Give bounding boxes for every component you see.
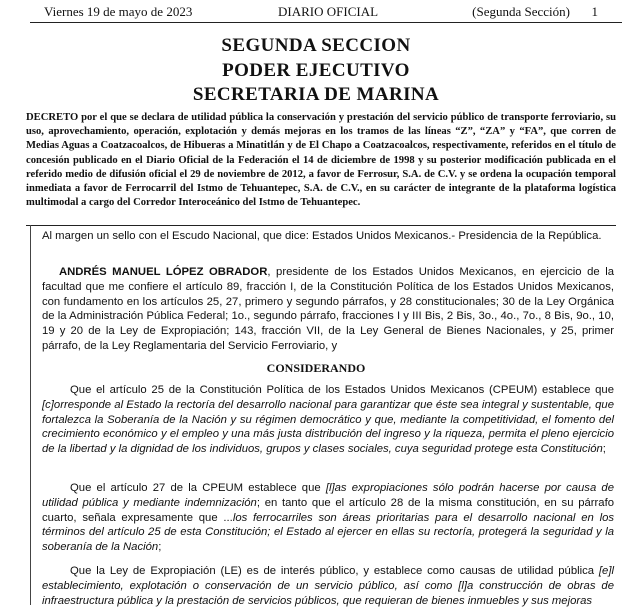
seal-paragraph: Al margen un sello con el Escudo Nacional, que dice: Estados Unidos Mexicanos.- Presidencia de la República. — [42, 230, 602, 242]
header-rule — [30, 22, 622, 23]
section-heading: SEGUNDA SECCION — [221, 35, 411, 56]
c3-lead: Que la Ley de Expropiación (LE) es de interés público, y establece como causas de utilidad pública — [70, 565, 599, 577]
c2-quote-2: los ferrocarriles son áreas prioritarias para el desarrollo nacional en los términos del artículo 25 de esta Constitución; el Estado al ejercer en ellas su rectoría, protegerá la seguridad y la soberanía de la Nación — [42, 511, 615, 554]
margin-rule — [30, 225, 31, 605]
header-date: Viernes 19 de mayo de 2023 — [44, 4, 193, 19]
president-text: , presidente de los Estados Unidos Mexicanos, en ejercicio de la facultad que me confiere el artículo 89, fracción I, de la Constitución Política de los Estados Unidos Mexicanos, con fundamento en los artículos 25, 27, primero y segundo párrafos, y 28 constitucionales; 30 de la Ley Orgánica de la Administración Pública Federal; 1o., segundo párrafo, fracciones I y III Bis, 2 Bis, 3o., 4o., 7o., 8 Bis, 9o., 10, 19 y 20 de la Ley de Expropiación; 143, fracción VII, de la Ley General de Bienes Nacionales, y 25, primer párrafo, de la Ley Reglamentaria del Servicio Ferroviario, y — [42, 266, 614, 352]
decree-rule — [26, 225, 616, 226]
considerando-paragraph-3 — [42, 564, 614, 608]
president-paragraph — [42, 265, 614, 354]
decree-title: DECRETO por el que se declara de utilidad pública la conservación y prestación del servicio público de transporte ferroviario, su uso, aprovechamiento, operación, explotación y demás mejoras en los tramos de las líneas “Z”, “ZA” y “FA”, que corren de Medias Aguas a Coatzacoalcos, de Hibueras a Minatitlán y de El Chapo a Coatzacoalcos, respectivamente, referidos en el título de concesión publicado en el Diario Oficial de la Federación el 14 de diciembre de 1998 y su posterior modificación publicada en el referido medio de difusión oficial el 29 de noviembre de 2012, a favor de Ferrosur, S.A. de C.V. y se ordena la ocupación temporal inmediata a favor de Ferrocarril del Istmo de Tehuantepec, S.A. de C.V., en su carácter de integrante de la plataforma logística multimodal a cargo del Corredor Interoceánico del Istmo de Tehuantepec. — [26, 112, 616, 209]
c2-lead: Que el artículo 27 de la CPEUM establece que — [70, 482, 326, 494]
header-publication: DIARIO OFICIAL — [278, 4, 379, 19]
considerando-paragraph-2 — [42, 481, 614, 555]
running-header — [44, 4, 598, 22]
considerando-paragraph-1 — [42, 383, 614, 457]
c1-lead: Que el artículo 25 de la Constitución Política de los Estados Unidos Mexicanos (CPEUM) establece que — [70, 384, 614, 396]
c2-quote-1: [l]as expropiaciones sólo podrán hacerse por causa de utilidad pública y mediante indemnización — [42, 482, 614, 509]
considerando-heading: CONSIDERANDO — [266, 361, 366, 375]
ministry-heading: SECRETARIA DE MARINA — [192, 84, 440, 105]
branch-heading: PODER EJECUTIVO — [222, 60, 410, 81]
c2-tail: ; — [158, 541, 162, 554]
president-name: ANDRÉS MANUEL LÓPEZ OBRADOR — [58, 266, 268, 278]
c1-quote: [c]orresponde al Estado la rectoría del desarrollo nacional para garantizar que éste sea integral y sustentable, que fortalezca la Soberanía de la Nación y su régimen democrático y que, mediante la competitividad, el fomento del crecimiento económico y el empleo y una más justa distribución del ingreso y la riqueza, permita el pleno ejercicio de la libertad y la dignidad de los individuos, grupos y clases sociales, cuya seguridad protege esta Constitución — [42, 398, 614, 456]
header-section: (Segunda Sección) — [472, 4, 570, 19]
c2-middle: ; en tanto que el artículo 28 de la misma constitución, en su párrafo cuarto, señala expresamente que ... — [42, 496, 614, 524]
c3-quote: [e]l establecimiento, explotación o conservación de un servicio público, así como [l]a construcción de obras de infraestructura pública y la prestación de servicios públicos, que requieran de bienes inmuebles y sus mejoras — [42, 565, 614, 607]
header-page-number: 1 — [591, 4, 598, 19]
c1-tail: ; — [602, 443, 606, 456]
